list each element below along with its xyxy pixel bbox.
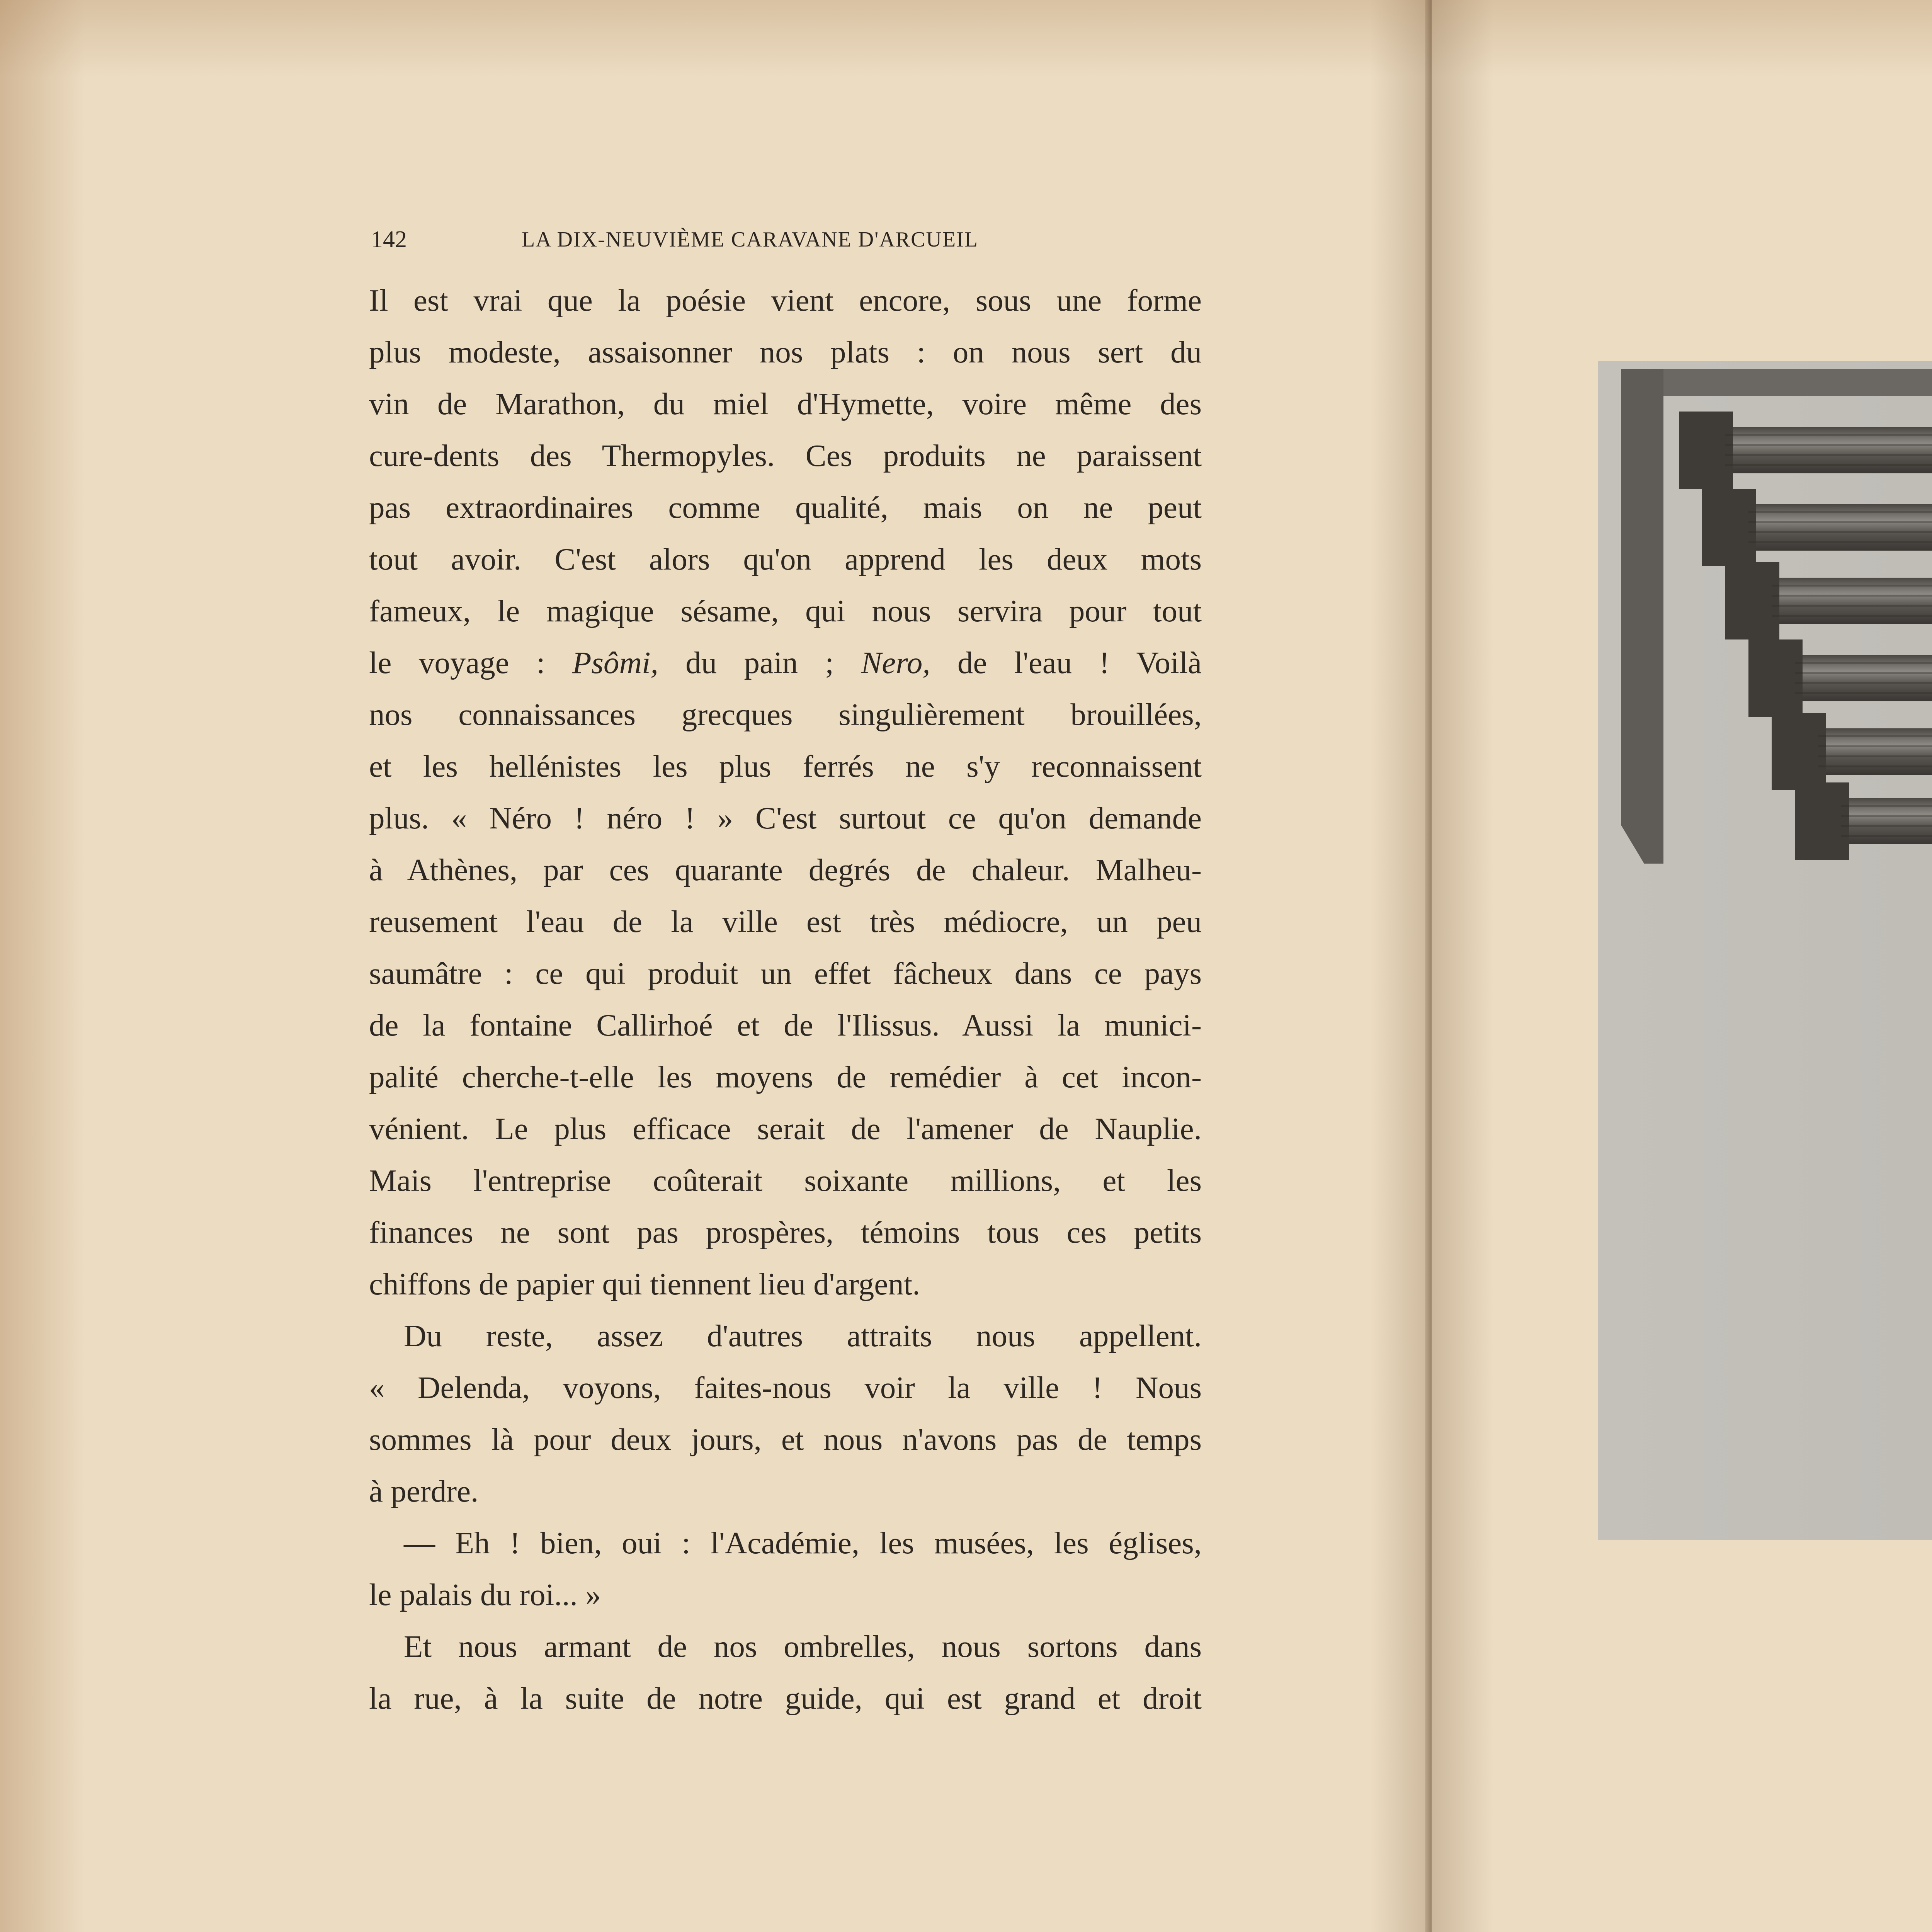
text-line bbox=[369, 1206, 1202, 1258]
running-head-title: LA DIX-NEUVIÈME CARAVANE D'ARCUEIL bbox=[522, 228, 978, 252]
text-line bbox=[369, 689, 1202, 740]
text-run: — Eh ! bien, oui : l'Académie, les musées, les églises, bbox=[404, 1526, 1202, 1560]
plate-architrave bbox=[1663, 369, 1932, 396]
text-line bbox=[369, 896, 1202, 947]
plate-column-flute bbox=[1725, 454, 1932, 456]
text-line bbox=[369, 1569, 1202, 1621]
plate-column-flute bbox=[1748, 511, 1932, 513]
italic-word: Psômi, bbox=[572, 645, 658, 680]
text-line bbox=[369, 1258, 1202, 1310]
text-run: cure-dents des Thermopyles. Ces produits ne paraissent bbox=[369, 438, 1202, 473]
text-run: reusement l'eau de la ville est très médiocre, un peu bbox=[369, 904, 1202, 939]
text-run: saumâtre : ce qui produit un effet fâcheux dans ce pays bbox=[369, 956, 1202, 991]
plate-image bbox=[1598, 361, 1932, 1540]
text-line bbox=[369, 1413, 1202, 1465]
plate-column-flute bbox=[1772, 595, 1932, 597]
text-run: le voyage : bbox=[369, 645, 573, 680]
plate-column-flute bbox=[1841, 805, 1932, 807]
text-line bbox=[369, 947, 1202, 999]
text-run: du pain ; bbox=[658, 645, 861, 680]
text-line bbox=[369, 1362, 1202, 1413]
text-line bbox=[369, 844, 1202, 896]
photo-plate bbox=[1598, 361, 1932, 1540]
text-line bbox=[369, 533, 1202, 585]
text-line bbox=[369, 792, 1202, 844]
plate-column-flute bbox=[1725, 434, 1932, 436]
text-run: à Athènes, par ces quarante degrés de chaleur. Malheu- bbox=[369, 852, 1202, 887]
text-line bbox=[369, 1310, 1202, 1362]
plate-column-capital bbox=[1702, 489, 1756, 566]
text-run: Mais l'entreprise coûterait soixante millions, et les bbox=[369, 1163, 1202, 1198]
text-run: vin de Marathon, du miel d'Hymette, voire même des bbox=[369, 386, 1202, 421]
text-line bbox=[369, 999, 1202, 1051]
text-line bbox=[369, 740, 1202, 792]
text-line bbox=[369, 1155, 1202, 1206]
plate-column-flute bbox=[1795, 682, 1932, 684]
plate-column-capital bbox=[1772, 713, 1826, 790]
text-run: plus. « Néro ! néro ! » C'est surtout ce qu'on demande bbox=[369, 801, 1202, 835]
plate-column-capital bbox=[1748, 639, 1803, 717]
text-run: le palais du roi... » bbox=[369, 1577, 601, 1612]
text-line bbox=[369, 1103, 1202, 1155]
text-line bbox=[369, 326, 1202, 378]
plate-column-flute bbox=[1818, 755, 1932, 757]
text-run: de l'eau ! Voilà bbox=[930, 645, 1202, 680]
plate-column-flute bbox=[1818, 765, 1932, 767]
text-run: tout avoir. C'est alors qu'on apprend les deux mots bbox=[369, 542, 1202, 577]
plate-column-capital bbox=[1725, 562, 1779, 639]
text-line bbox=[369, 1672, 1202, 1724]
plate-column-capital bbox=[1795, 782, 1849, 860]
italic-word: Nero, bbox=[861, 645, 930, 680]
text-run: Du reste, assez d'autres attraits nous appellent. bbox=[404, 1318, 1202, 1353]
plate-column-flute bbox=[1841, 835, 1932, 837]
plate-column-flute bbox=[1841, 815, 1932, 817]
plate-column-flute bbox=[1795, 672, 1932, 674]
plate-column-flute bbox=[1818, 735, 1932, 737]
text-line bbox=[369, 274, 1202, 326]
text-run: de la fontaine Callirhoé et de l'Ilissus. Aussi la munici- bbox=[369, 1008, 1202, 1043]
text-run: chiffons de papier qui tiennent lieu d'argent. bbox=[369, 1267, 920, 1301]
text-line bbox=[369, 430, 1202, 481]
body-text bbox=[369, 274, 1202, 1724]
plate-column-flute bbox=[1748, 531, 1932, 533]
plate-column-flute bbox=[1818, 745, 1932, 747]
text-run: plus modeste, assaisonner nos plats : on nous sert du bbox=[369, 335, 1202, 369]
text-line bbox=[369, 637, 1202, 689]
plate-column-flute bbox=[1772, 615, 1932, 617]
plate-column-flute bbox=[1748, 521, 1932, 523]
plate-column-flute bbox=[1772, 605, 1932, 607]
plate-column-flute bbox=[1841, 825, 1932, 827]
text-line bbox=[369, 378, 1202, 430]
plate-column-flute bbox=[1772, 585, 1932, 587]
plate-column-flute bbox=[1795, 662, 1932, 664]
text-run: nos connaissances grecques singulièrement brouillées, bbox=[369, 697, 1202, 732]
text-run: à perdre. bbox=[369, 1474, 479, 1509]
text-run: « Delenda, voyons, faites-nous voir la ville ! Nous bbox=[369, 1370, 1202, 1405]
text-line bbox=[369, 1621, 1202, 1672]
text-line bbox=[369, 585, 1202, 637]
text-line bbox=[369, 1465, 1202, 1517]
text-run: et les hellénistes les plus ferrés ne s'y reconnaissent bbox=[369, 749, 1202, 784]
text-line bbox=[369, 481, 1202, 533]
plate-column-flute bbox=[1748, 541, 1932, 543]
running-head bbox=[371, 222, 1202, 257]
text-run: sommes là pour deux jours, et nous n'avons pas de temps bbox=[369, 1422, 1202, 1457]
text-run: vénient. Le plus efficace serait de l'amener de Nauplie. bbox=[369, 1111, 1202, 1146]
plate-entablature bbox=[1621, 369, 1663, 864]
plate-column-capital bbox=[1679, 412, 1733, 489]
text-line bbox=[369, 1517, 1202, 1569]
text-line bbox=[369, 1051, 1202, 1103]
plate-column-flute bbox=[1725, 464, 1932, 466]
text-run: pas extraordinaires comme qualité, mais on ne peut bbox=[369, 490, 1202, 525]
page-number: 142 bbox=[371, 226, 407, 253]
plate-column-flute bbox=[1795, 692, 1932, 694]
text-run: la rue, à la suite de notre guide, qui est grand et droit bbox=[369, 1681, 1202, 1716]
text-run: Il est vrai que la poésie vient encore, sous une forme bbox=[369, 283, 1202, 318]
text-run: fameux, le magique sésame, qui nous servira pour tout bbox=[369, 594, 1202, 628]
text-run: palité cherche-t-elle les moyens de remédier à cet incon- bbox=[369, 1060, 1202, 1094]
text-run: Et nous armant de nos ombrelles, nous sortons dans bbox=[404, 1629, 1202, 1664]
plate-column-flute bbox=[1725, 444, 1932, 446]
text-run: finances ne sont pas prospères, témoins tous ces petits bbox=[369, 1215, 1202, 1250]
